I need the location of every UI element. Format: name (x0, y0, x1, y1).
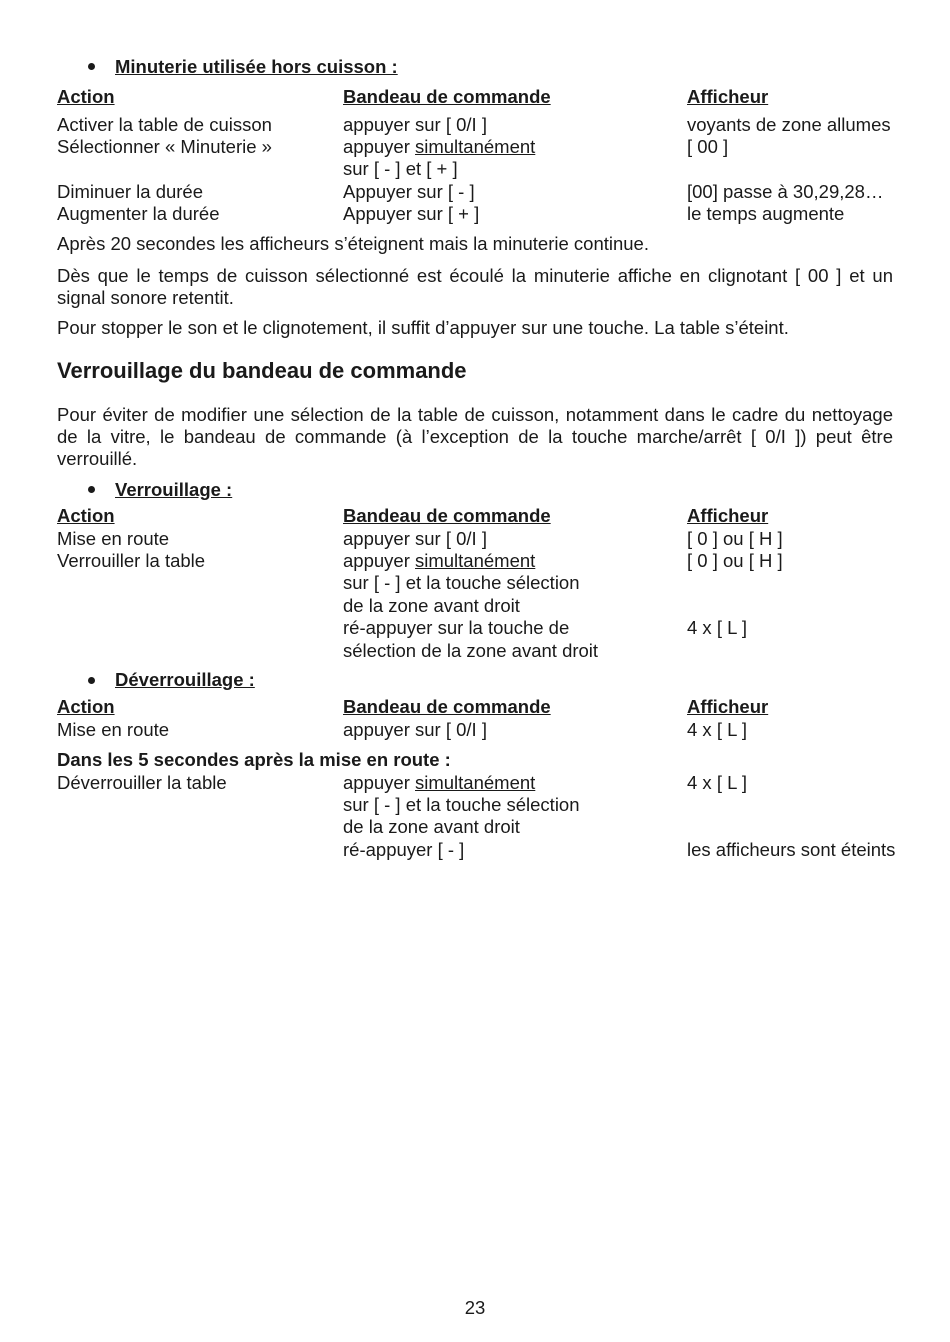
timer-row1-action: Activer la table de cuisson (57, 114, 272, 135)
timer-row2-action: Sélectionner « Minuterie » (57, 136, 272, 157)
timer-row3-panel: Appuyer sur [ - ] (343, 181, 475, 202)
page-number: 23 (464, 1297, 486, 1318)
unlock-row2-panel-line3: de la zone avant droit (343, 816, 520, 837)
lock-section-heading: Verrouillage du bandeau de commande (57, 358, 467, 383)
timer-note-1: Après 20 secondes les afficheurs s’éteignent mais la minuterie continue. (57, 233, 649, 254)
timer-row2-panel-line2: sur [ - ] et [ + ] (343, 158, 458, 179)
unlock-row2-display: 4 x [ L ] (687, 772, 747, 793)
timer-title: Minuterie utilisée hors cuisson : (115, 56, 398, 77)
timer-header-action: Action (57, 86, 115, 107)
timer-row2-panel (343, 136, 535, 158)
unlock-row3-display: les afficheurs sont éteints (687, 839, 896, 860)
timer-note-2: Dès que le temps de cuisson sélectionné est écoulé la minuterie affiche en clignotant [ 00 ] et un signal sonore retentit. (57, 265, 893, 308)
lock-row3-display: 4 x [ L ] (687, 617, 747, 638)
timer-row3-action: Diminuer la durée (57, 181, 204, 202)
unlock-header-panel: Bandeau de commande (343, 696, 551, 717)
unlock-row2-panel-line2: sur [ - ] et la touche sélection (343, 794, 580, 815)
unlock-subheading: Dans les 5 secondes après la mise en route : (57, 749, 451, 770)
timer-row2-panel-prefix: appuyer (343, 136, 415, 157)
lock-row2-display: [ 0 ] ou [ H ] (687, 550, 783, 571)
unlock-header-display: Afficheur (687, 696, 769, 717)
lock-header-display: Afficheur (687, 505, 769, 526)
timer-row4-action: Augmenter la durée (57, 203, 220, 224)
unlock-row2-panel-prefix: appuyer (343, 772, 415, 793)
timer-header-display: Afficheur (687, 86, 769, 107)
bullet-icon (88, 63, 95, 70)
lock-row1-action: Mise en route (57, 528, 170, 549)
timer-row1-panel: appuyer sur [ 0/I ] (343, 114, 487, 135)
timer-row4-panel: Appuyer sur [ + ] (343, 203, 480, 224)
unlock-title: Déverrouillage : (115, 669, 255, 690)
bullet-icon (88, 486, 95, 493)
timer-header-panel: Bandeau de commande (343, 86, 551, 107)
lock-title: Verrouillage : (115, 479, 233, 500)
timer-row3-display: [00] passe à 30,29,28… (687, 181, 884, 202)
lock-row1-panel: appuyer sur [ 0/I ] (343, 528, 487, 549)
lock-row2-panel-prefix: appuyer (343, 550, 415, 571)
unlock-row2-action: Déverrouiller la table (57, 772, 227, 793)
timer-row1-display: voyants de zone allumes (687, 114, 891, 135)
bullet-icon (88, 677, 95, 684)
unlock-row3-panel: ré-appuyer [ - ] (343, 839, 465, 860)
lock-row3-panel-line1: ré-appuyer sur la touche de (343, 617, 570, 638)
lock-section-intro: Pour éviter de modifier une sélection de la table de cuisson, notamment dans le cadre du nettoyage de la vitre, le bandeau de commande (à l’exception de la touche marche/arrêt [ 0/I ]) peut être verrouillé. (57, 404, 893, 469)
timer-row2-display: [ 00 ] (687, 136, 729, 157)
lock-header-action: Action (57, 505, 115, 526)
lock-row3-panel-line2: sélection de la zone avant droit (343, 640, 599, 661)
lock-row2-panel (343, 550, 535, 572)
lock-header-panel: Bandeau de commande (343, 505, 551, 526)
lock-row1-display: [ 0 ] ou [ H ] (687, 528, 783, 549)
unlock-row2-panel-underlined: simultanément (415, 772, 536, 793)
lock-row2-panel-line2: sur [ - ] et la touche sélection (343, 572, 580, 593)
unlock-row2-panel (343, 772, 535, 794)
lock-row2-panel-line3: de la zone avant droit (343, 595, 520, 616)
lock-row2-action: Verrouiller la table (57, 550, 206, 571)
timer-row2-panel-underlined: simultanément (415, 136, 536, 157)
unlock-row1-action: Mise en route (57, 719, 170, 740)
unlock-row1-panel: appuyer sur [ 0/I ] (343, 719, 487, 740)
lock-row2-panel-underlined: simultanément (415, 550, 536, 571)
unlock-header-action: Action (57, 696, 115, 717)
timer-note-3: Pour stopper le son et le clignotement, il suffit d’appuyer sur une touche. La table s’éteint. (57, 317, 789, 338)
unlock-row1-display: 4 x [ L ] (687, 719, 747, 740)
timer-row4-display: le temps augmente (687, 203, 845, 224)
